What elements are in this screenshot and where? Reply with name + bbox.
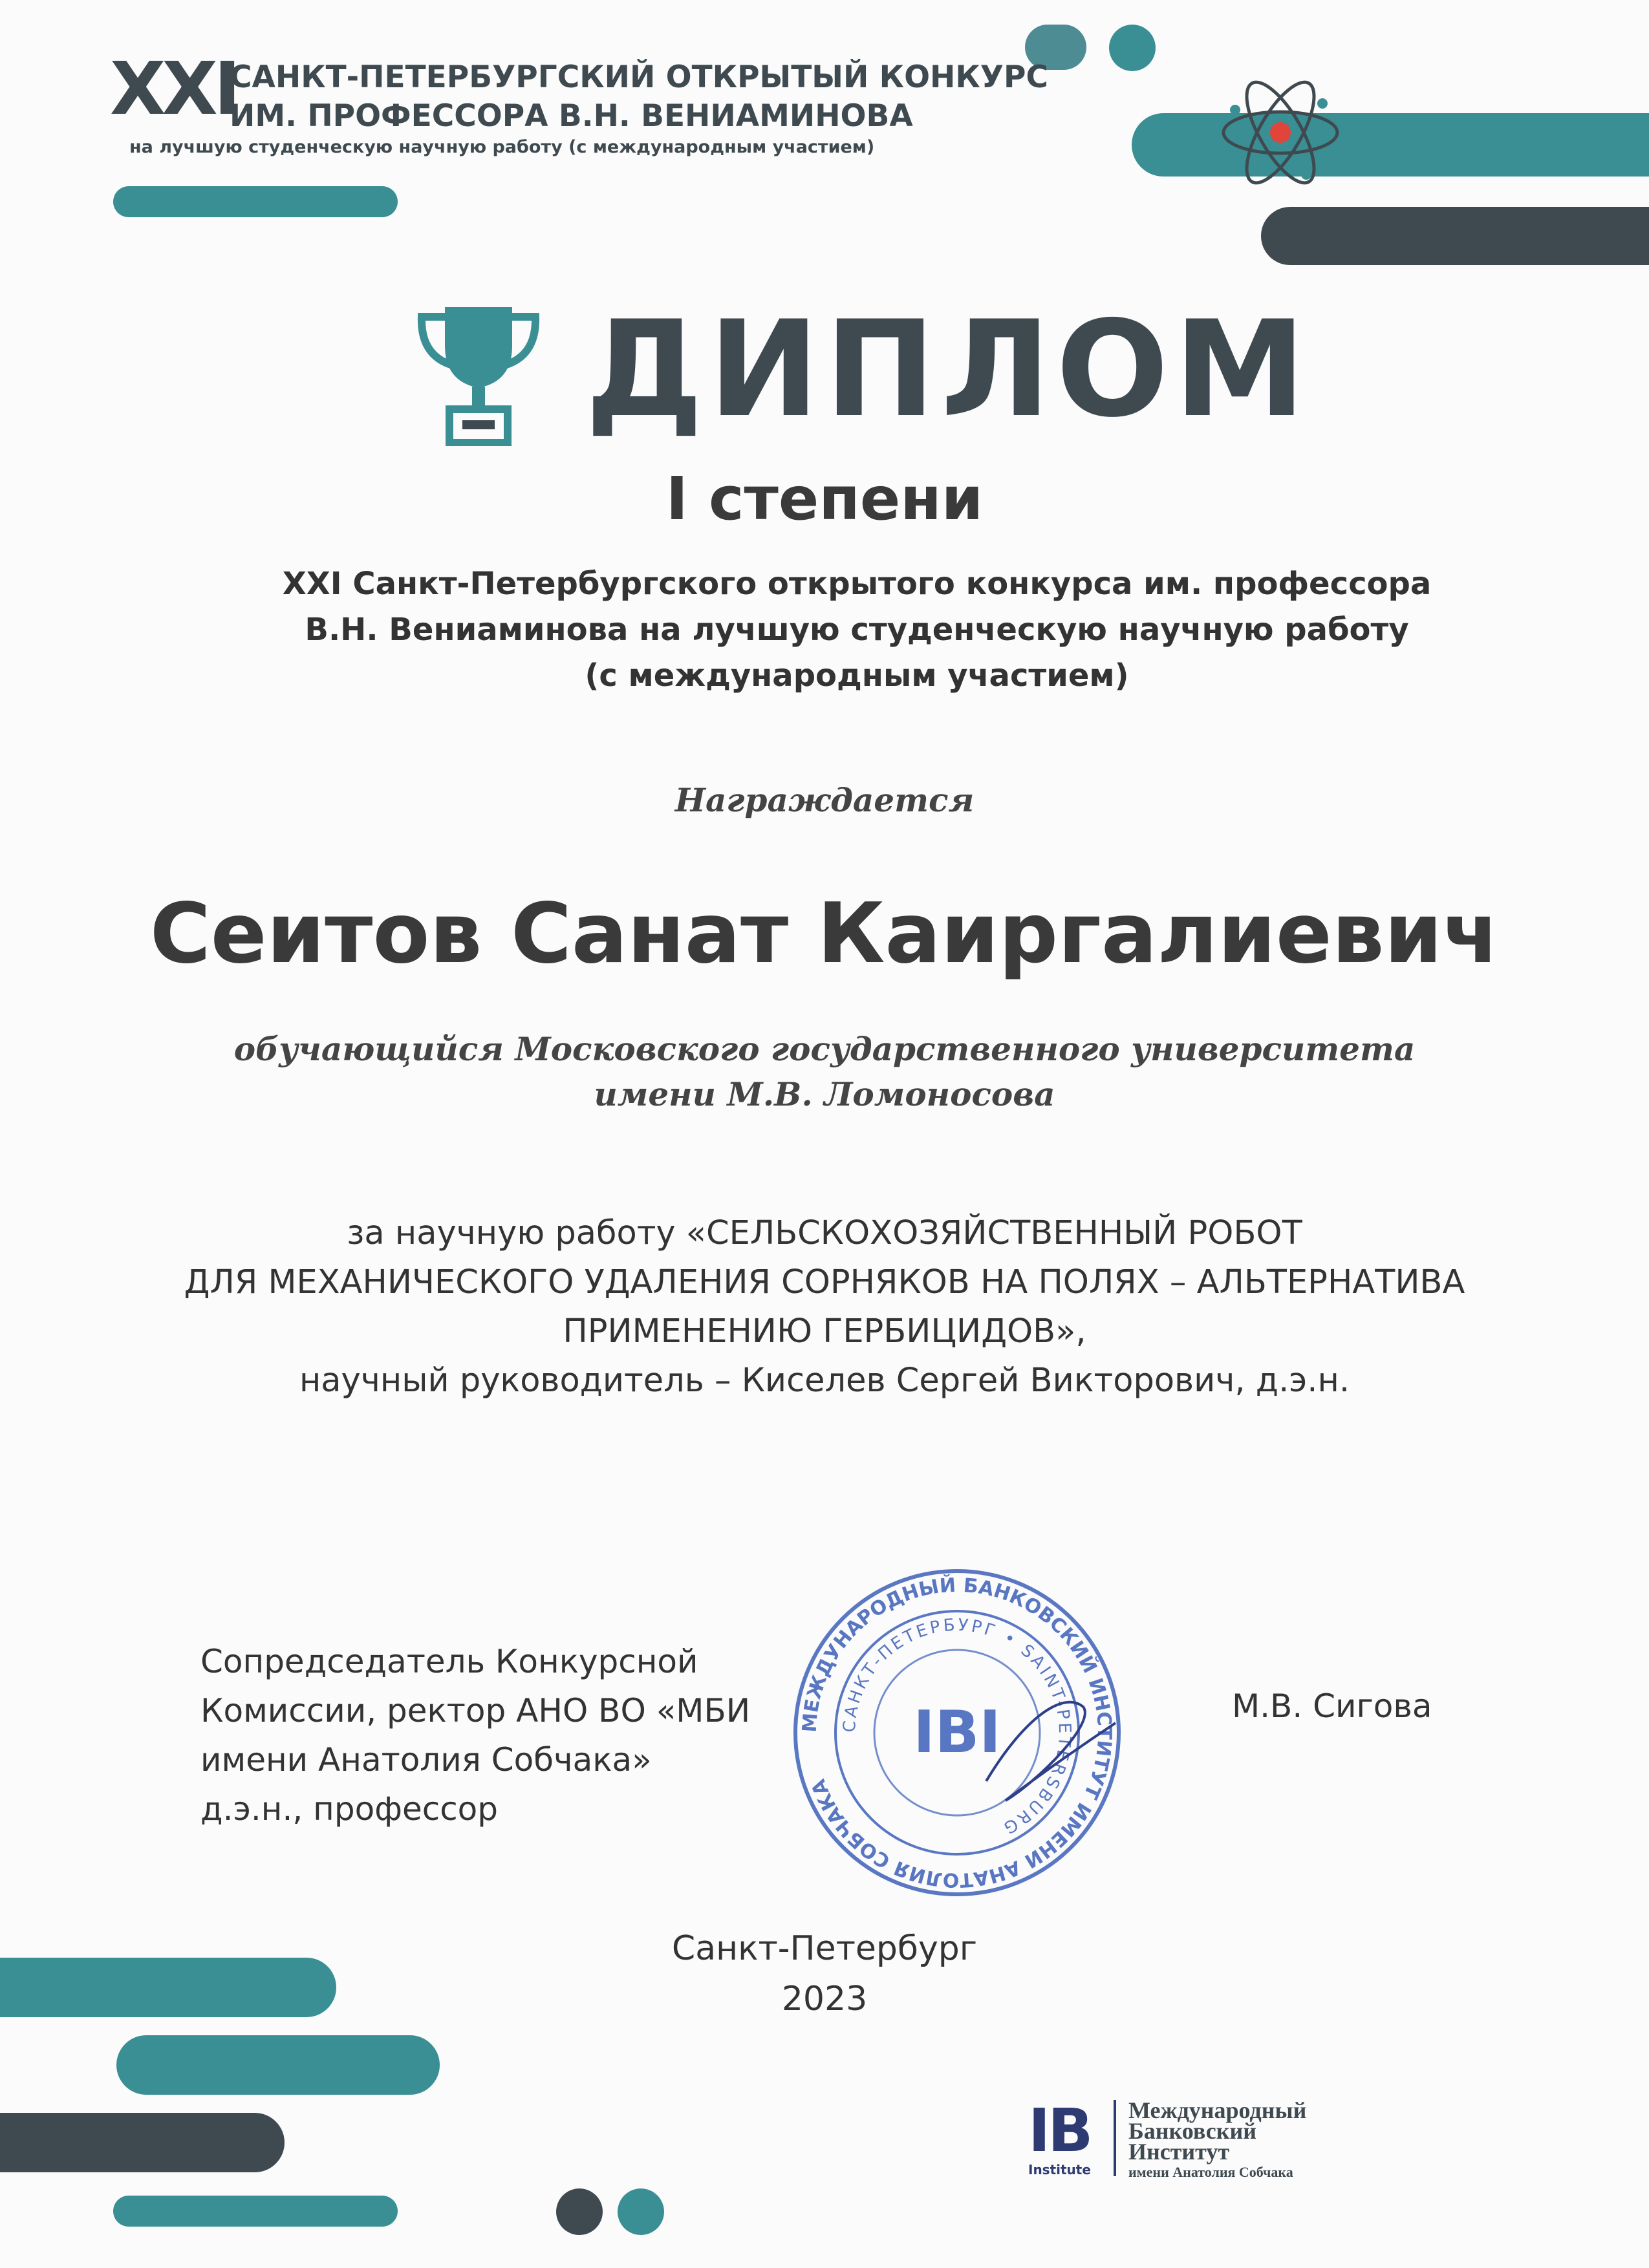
position-line2: Комиссии, ректор АНО ВО «МБИ bbox=[200, 1692, 751, 1729]
stamp-center-logo: IBI bbox=[913, 1698, 1001, 1766]
decor-bar-bottom-2 bbox=[116, 2035, 440, 2095]
institute-logo-sub: Institute bbox=[1028, 2162, 1091, 2177]
work-line4: научный руководитель – Киселев Сергей Викторович, д.э.н. bbox=[299, 1362, 1350, 1400]
decor-dot-bottom-2 bbox=[618, 2188, 664, 2235]
institute-divider bbox=[1114, 2100, 1116, 2176]
work-description bbox=[0, 1209, 1649, 1406]
institute-line2: Банковский bbox=[1128, 2118, 1256, 2144]
position-line1: Сопредседатель Конкурсной bbox=[200, 1643, 698, 1680]
institute-logo bbox=[1028, 2096, 1112, 2179]
official-stamp bbox=[792, 1568, 1122, 1898]
diploma-title: ДИПЛОМ bbox=[585, 293, 1311, 447]
header-title-line2: ИМ. ПРОФЕССОРА В.Н. ВЕНИАМИНОВА bbox=[230, 98, 913, 134]
signer-position bbox=[200, 1637, 750, 1834]
decor-bar-bottom-4 bbox=[113, 2196, 398, 2227]
header-title-line1: САНКТ-ПЕТЕРБУРГСКИЙ ОТКРЫТЫЙ КОНКУРС bbox=[230, 59, 1048, 95]
stamp-outer-text: МЕЖДУНАРОДНЫЙ БАНКОВСКИЙ ИНСТИТУТ ИМЕНИ АНАТОЛИЯ СОБЧАКА bbox=[798, 1574, 1116, 1892]
contest-description bbox=[129, 561, 1584, 699]
decor-dot-top-right bbox=[1109, 25, 1156, 71]
contest-line2: В.Н. Вениаминова на лучшую студенческую научную работу bbox=[305, 612, 1409, 648]
recipient-affiliation bbox=[0, 1027, 1649, 1117]
institute-line3: Институт bbox=[1128, 2139, 1230, 2165]
contest-line1: XXI Санкт-Петербургского открытого конкурса им. профессора bbox=[282, 566, 1432, 602]
position-line4: д.э.н., профессор bbox=[200, 1790, 499, 1828]
header-roman-numeral: XXI bbox=[110, 47, 237, 131]
signer-name: М.В. Сигова bbox=[1232, 1687, 1432, 1725]
affiliation-line2: имени М.В. Ломоносова bbox=[594, 1075, 1055, 1113]
atom-icon bbox=[1216, 71, 1345, 194]
recipient-name: Сеитов Санат Каиргалиевич bbox=[149, 886, 1500, 982]
institute-logo-mark: IB bbox=[1028, 2096, 1091, 2165]
awarded-label: Награждается bbox=[674, 781, 975, 819]
decor-bar-top-right-2 bbox=[1132, 113, 1649, 177]
work-line1: за научную работу «СЕЛЬСКОХОЗЯЙСТВЕННЫЙ РОБОТ bbox=[347, 1214, 1302, 1252]
decor-dot-bottom-1 bbox=[556, 2188, 603, 2235]
diploma-degree: I степени bbox=[665, 464, 984, 533]
header-subtitle: на лучшую студенческую научную работу (с международным участием) bbox=[129, 137, 875, 157]
stamp-inner-text: САНКТ-ПЕТЕРБУРГ • SAINT-PETERSBURG bbox=[839, 1615, 1075, 1839]
institute-line4: имени Анатолия Собчака bbox=[1128, 2164, 1293, 2180]
trophy-icon bbox=[414, 301, 543, 446]
decor-bar-bottom-3 bbox=[0, 2113, 285, 2172]
contest-line3: (с международным участием) bbox=[585, 658, 1129, 694]
position-line3: имени Анатолия Собчака» bbox=[200, 1741, 652, 1779]
decor-bar-top-left bbox=[113, 186, 398, 217]
city: Санкт-Петербург bbox=[671, 1929, 978, 1968]
institute-line1: Международный bbox=[1128, 2097, 1307, 2123]
institute-name bbox=[1128, 2097, 1307, 2183]
decor-bar-top-right-3 bbox=[1261, 207, 1649, 265]
work-line3: ПРИМЕНЕНИЮ ГЕРБИЦИДОВ», bbox=[563, 1312, 1086, 1351]
decor-bar-bottom-1 bbox=[0, 1958, 336, 2017]
affiliation-line1: обучающийся Московского государственного университета bbox=[233, 1030, 1416, 1068]
year: 2023 bbox=[781, 1980, 868, 2018]
work-line2: ДЛЯ МЕХАНИЧЕСКОГО УДАЛЕНИЯ СОРНЯКОВ НА ПОЛЯХ – АЛЬТЕРНАТИВА bbox=[184, 1263, 1465, 1301]
